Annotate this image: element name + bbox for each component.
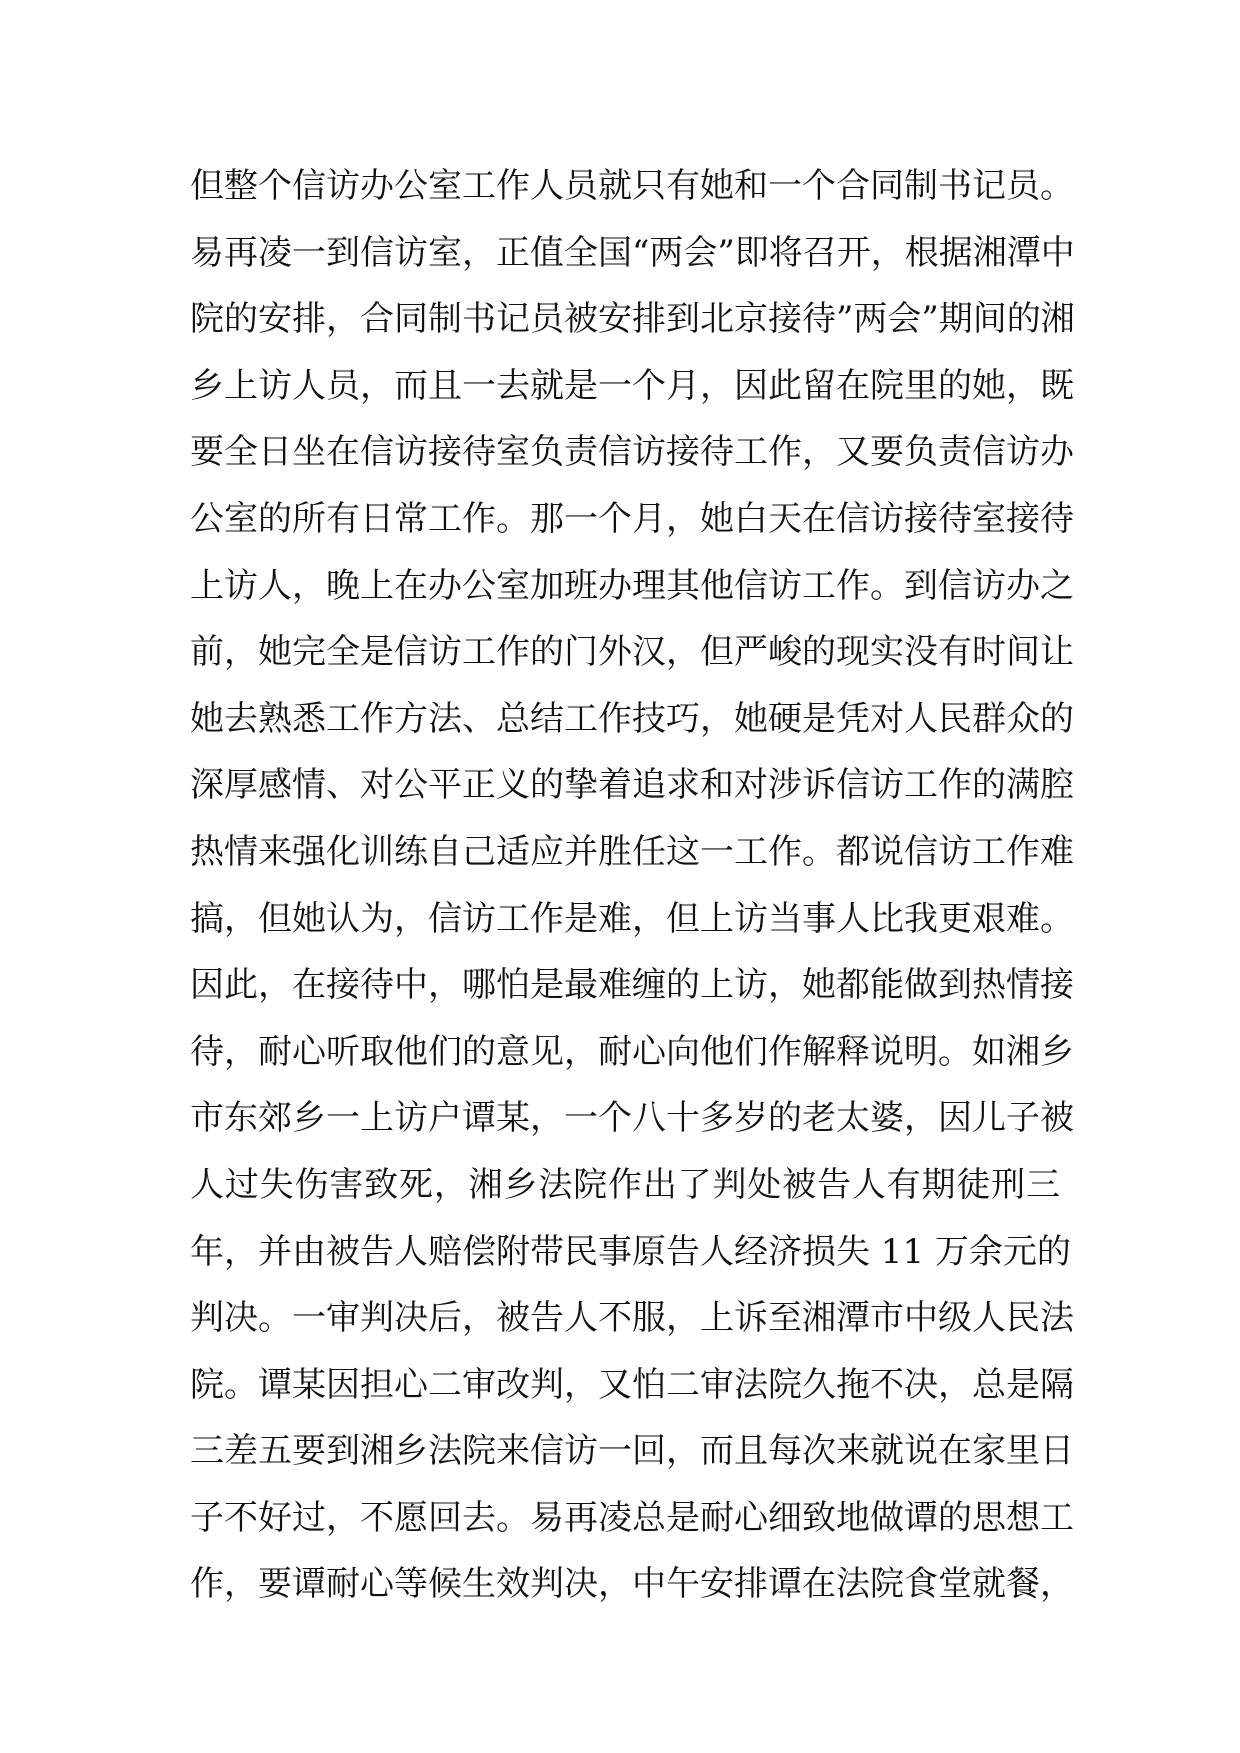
text-line: 判决。一审判决后，被告人不服，上诉至湘潭市中级人民法 <box>190 1298 1074 1339</box>
text-line: 前，她完全是信访工作的门外汉，但严峻的现实没有时间让 <box>190 632 1074 673</box>
text-line: 三差五要到湘乡法院来信访一回，而且每次来就说在家里日 <box>190 1431 1074 1472</box>
text-line: 搞，但她认为，信访工作是难，但上访当事人比我更艰难。 <box>190 898 1074 939</box>
text-line: 院。谭某因担心二审改判，又怕二审法院久拖不决，总是隔 <box>190 1364 1074 1405</box>
text-line: 院的安排，合同制书记员被安排到北京接待”两会”期间的湘 <box>190 299 1075 340</box>
text-line: 乡上访人员，而且一去就是一个月，因此留在院里的她，既 <box>190 365 1074 406</box>
text-line: 待，耐心听取他们的意见，耐心向他们作解释说明。如湘乡 <box>190 1031 1074 1072</box>
text-line: 作，要谭耐心等候生效判决，中午安排谭在法院食堂就餐， <box>190 1564 1074 1605</box>
text-line: 要全日坐在信访接待室负责信访接待工作，又要负责信访办 <box>190 432 1074 473</box>
body-text <box>190 153 1075 1618</box>
text-line: 因此，在接待中，哪怕是最难缠的上访，她都能做到热情接 <box>190 965 1074 1006</box>
text-line: 但整个信访办公室工作人员就只有她和一个合同制书记员。 <box>190 166 1074 206</box>
text-line: 人过失伤害致死，湘乡法院作出了判处被告人有期徒刑三 <box>190 1164 1060 1205</box>
text-line: 市东郊乡一上访户谭某，一个八十多岁的老太婆，因儿子被 <box>190 1098 1074 1139</box>
text-line: 深厚感情、对公平正义的挚着追求和对涉诉信访工作的满腔 <box>190 765 1074 806</box>
text-line: 易再凌一到信访室，正值全国“两会”即将召开，根据湘潭中 <box>190 232 1075 273</box>
text-line: 她去熟悉工作方法、总结工作技巧，她硬是凭对人民群众的 <box>190 698 1074 739</box>
text-line: 年，并由被告人赔偿附带民事原告人经济损失 11 万余元的 <box>190 1231 1071 1272</box>
text-line: 热情来强化训练自己适应并胜任这一工作。都说信访工作难 <box>190 831 1074 872</box>
text-line: 上访人，晚上在办公室加班办理其他信访工作。到信访办之 <box>190 565 1074 606</box>
text-line: 子不好过，不愿回去。易再凌总是耐心细致地做谭的思想工 <box>190 1497 1074 1538</box>
text-line: 公室的所有日常工作。那一个月，她白天在信访接待室接待 <box>190 498 1074 539</box>
